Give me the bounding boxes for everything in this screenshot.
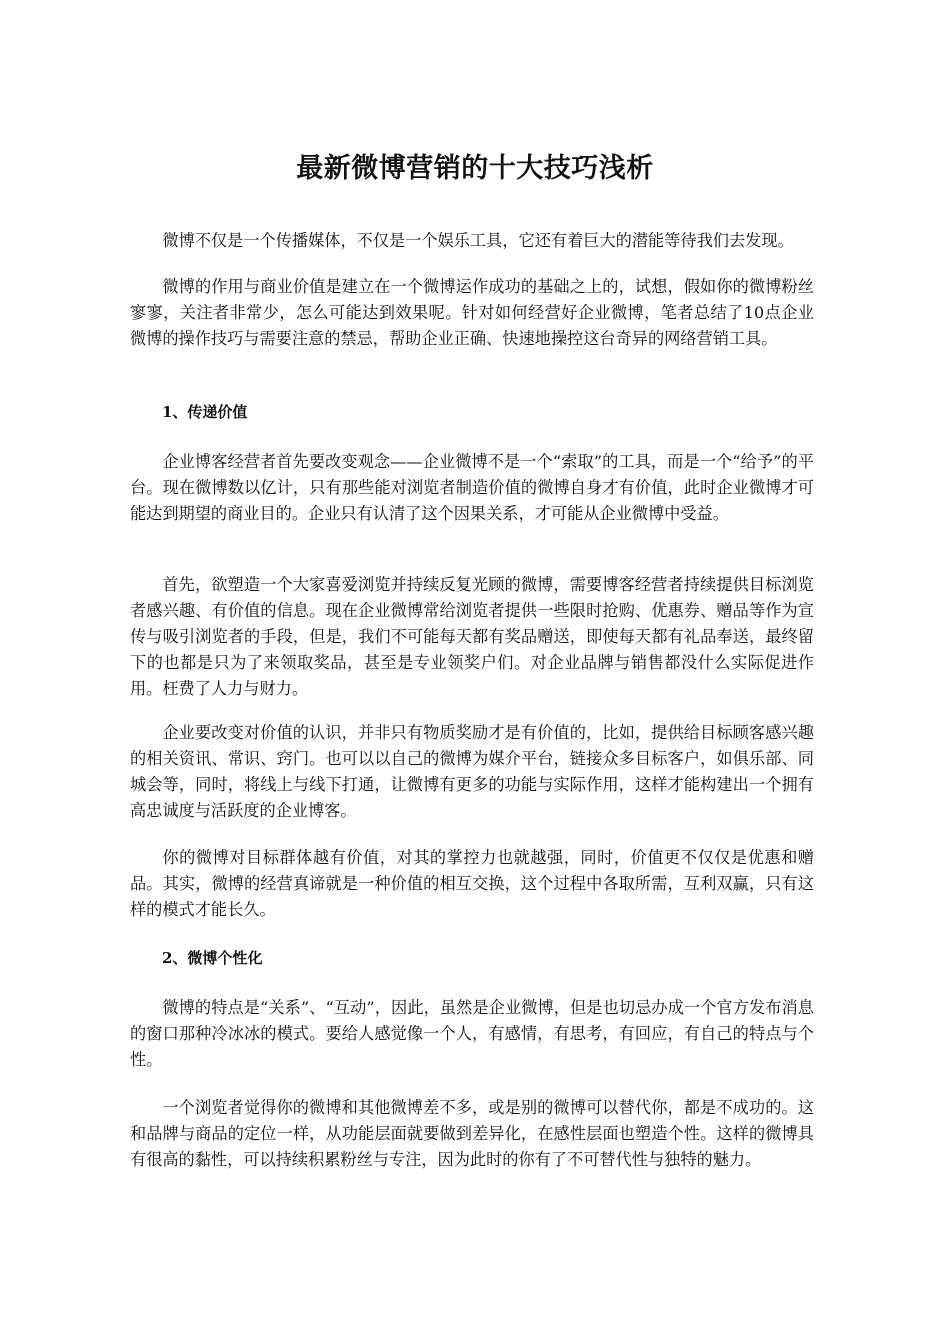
body-paragraph: 你的微博对目标群体越有价值，对其的掌控力也就越强，同时，价值更不仅仅是优惠和赠品。其实，微博的经营真谛就是一种价值的相互交换，这个过程中各取所需，互利双赢，只有这样的模式才能长久。 bbox=[130, 848, 814, 919]
body-paragraph: 一个浏览者觉得你的微博和其他微博差不多，或是别的微博可以替代你，都是不成功的。这和品牌与商品的定位一样，从功能层面就要做到差异化，在感性层面也塑造个性。这样的微博具有很高的黏性，可以持续积累粉丝与专注，因为此时的你有了不可替代性与独特的魅力。 bbox=[130, 1098, 814, 1169]
intro-paragraph: 微博不仅是一个传播媒体，不仅是一个娱乐工具，它还有着巨大的潜能等待我们去发现。 bbox=[162, 231, 794, 250]
intro-paragraph: 微博的作用与商业价值是建立在一个微博运作成功的基础之上的，试想，假如你的微博粉丝寥寥，关注者非常少，怎么可能达到效果呢。针对如何经营好企业微博，笔者总结了10点企业微博的操作技巧与需要注意的禁忌，帮助企业正确、快速地操控这台奇异的网络营销工具。 bbox=[130, 277, 814, 348]
body-paragraph: 微博的特点是“关系”、“互动”，因此，虽然是企业微博，但是也切忌办成一个官方发布消息的窗口那种冷冰冰的模式。要给人感觉像一个人，有感情，有思考，有回应，有自己的特点与个性。 bbox=[130, 998, 814, 1069]
body-paragraph: 企业博客经营者首先要改变观念——企业微博不是一个“索取”的工具，而是一个“给予”的平台。现在微博数以亿计，只有那些能对浏览者制造价值的微博自身才有价值，此时企业微博才可能达到期望的商业目的。企业只有认清了这个因果关系，才可能从企业微博中受益。 bbox=[130, 452, 814, 523]
document-title: 最新微博营销的十大技巧浅析 bbox=[296, 153, 654, 185]
body-paragraph: 企业要改变对价值的认识，并非只有物质奖励才是有价值的，比如，提供给目标顾客感兴趣的相关资讯、常识、窍门。也可以以自己的微博为媒介平台，链接众多目标客户，如俱乐部、同城会等，同时，将线上与线下打通，让微博有更多的功能与实际作用，这样才能构建出一个拥有高忠诚度与活跃度的企业博客。 bbox=[130, 723, 814, 820]
section-heading: 2、微博个性化 bbox=[162, 949, 263, 967]
body-paragraph: 首先，欲塑造一个大家喜爱浏览并持续反复光顾的微博，需要博客经营者持续提供目标浏览者感兴趣、有价值的信息。现在企业微博常给浏览者提供一些限时抢购、优惠券、赠品等作为宣传与吸引浏览者的手段，但是，我们不可能每天都有奖品赠送，即使每天都有礼品奉送，最终留下的也都是只为了来领取奖品，甚至是专业领奖户们。对企业品牌与销售都没什么实际促进作用。枉费了人力与财力。 bbox=[130, 575, 814, 698]
section-heading: 1、传递价值 bbox=[162, 403, 248, 421]
